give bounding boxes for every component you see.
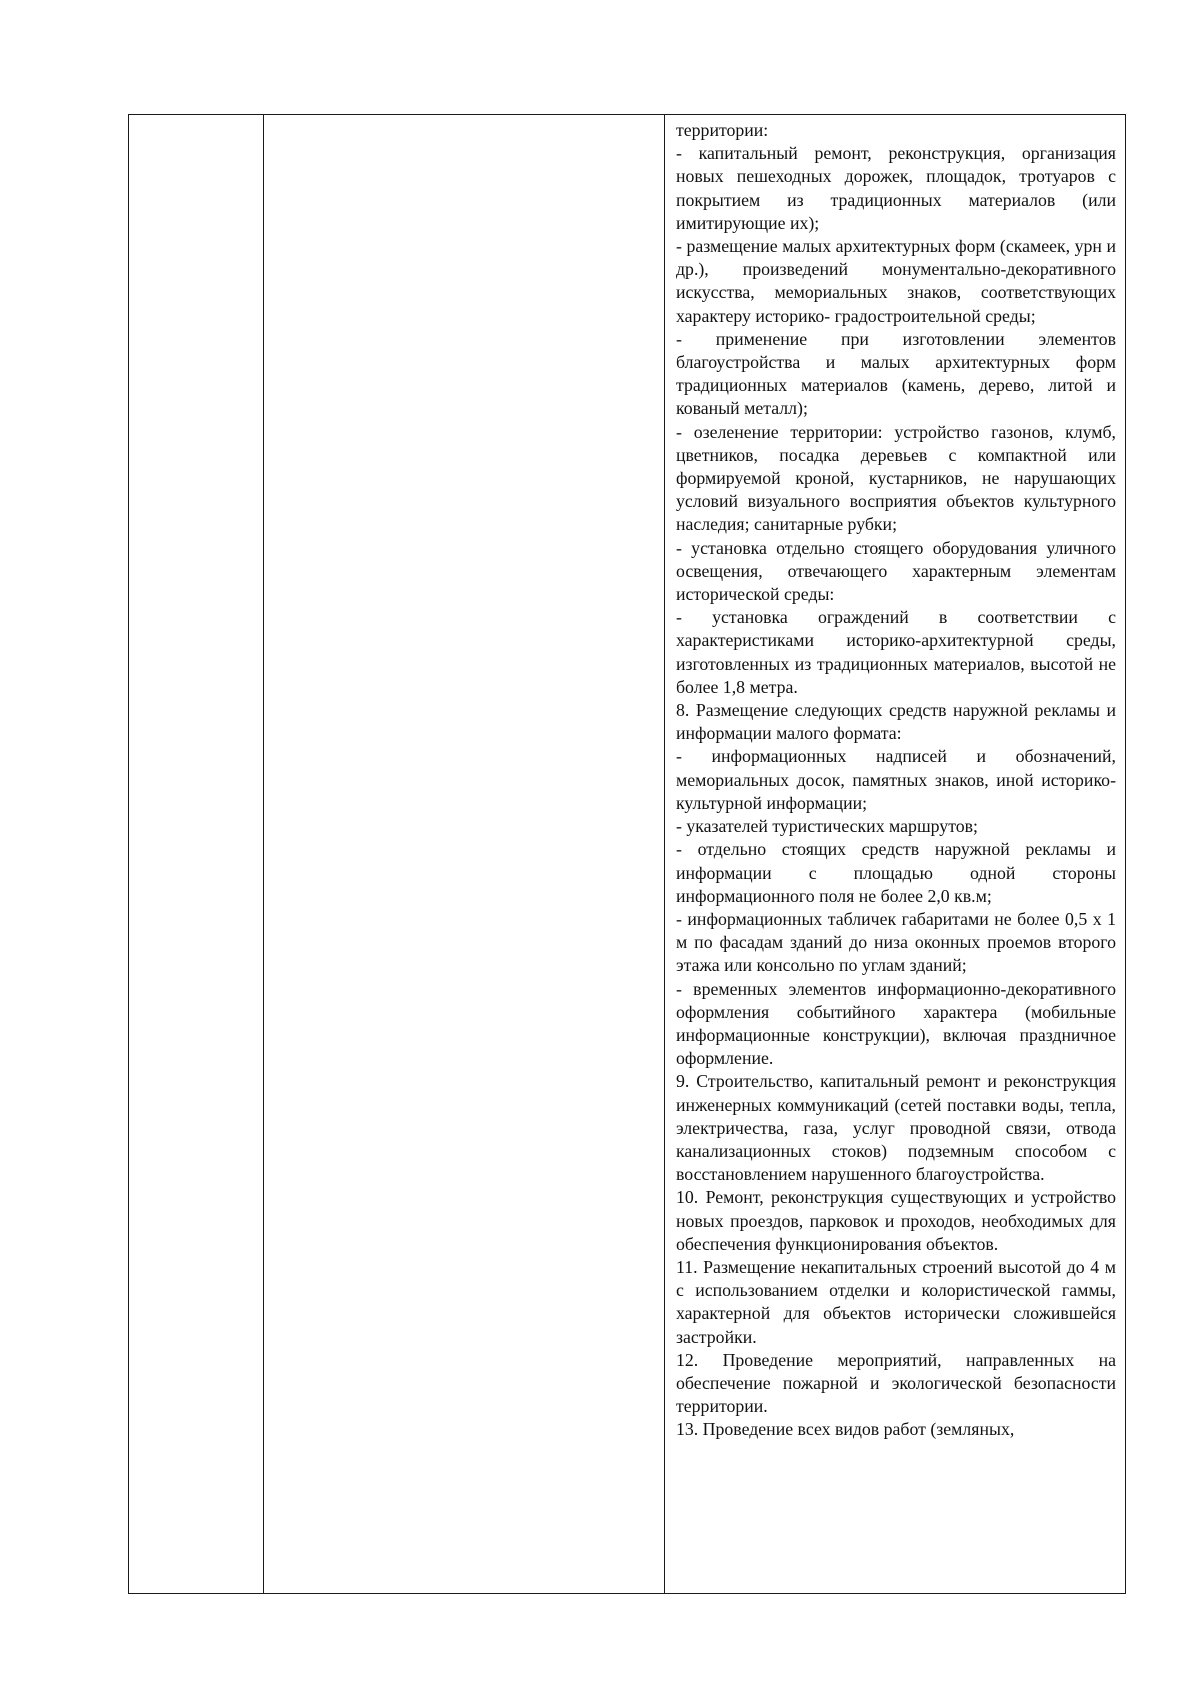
paragraph: - указателей туристических маршрутов; xyxy=(676,816,978,837)
paragraph: - отдельно стоящих средств наружной рекламы и информации с площадью одной стороны информационного поля не более 2,0 кв.м; xyxy=(676,839,1116,906)
paragraph: 9. Строительство, капитальный ремонт и реконструкция инженерных коммуникаций (сетей поставки воды, тепла, электричества, газа, услуг проводной связи, отвода канализационных стоков) подземным способом с восстановлением нарушенного благоустройства. xyxy=(676,1071,1116,1185)
regulations-text xyxy=(665,115,1125,1591)
table-cell-column-2 xyxy=(264,115,665,1594)
paragraph: - информационных надписей и обозначений, мемориальных досок, памятных знаков, иной историко-культурной информации; xyxy=(676,746,1116,813)
paragraph: - временных элементов информационно-декоративного оформления событийного характера (мобильные информационные конструкции), включая праздничное оформление. xyxy=(676,978,1116,1069)
table-cell-column-3 xyxy=(665,115,1126,1594)
paragraph: - озеленение территории: устройство газонов, клумб, цветников, посадка деревьев с компактной или формируемой кроной, кустарников, не нарушающих условий визуального восприятия объектов культурного наследия; санитарные рубки; xyxy=(676,421,1116,535)
paragraph: 11. Размещение некапитальных строений высотой до 4 м с использованием отделки и колористической гаммы, характерной для объектов исторически сложившейся застройки. xyxy=(676,1256,1116,1347)
paragraph: - размещение малых архитектурных форм (скамеек, урн и др.), произведений монументально-декоративного искусства, мемориальных знаков, соответствующих характеру историко- градостроительной среды; xyxy=(676,236,1116,326)
paragraph: 8. Размещение следующих средств наружной рекламы и информации малого формата: xyxy=(676,700,1116,744)
paragraph: 12. Проведение мероприятий, направленных на обеспечение пожарной и экологической безопасности территории. xyxy=(676,1349,1116,1417)
table-cell-column-1 xyxy=(129,115,264,1594)
paragraph: - установка ограждений в соответствии с характеристиками историко-архитектурной среды, изготовленных из традиционных материалов, высотой не более 1,8 метра. xyxy=(676,607,1116,697)
regulations-table xyxy=(128,114,1126,1594)
paragraph: - применение при изготовлении элементов благоустройства и малых архитектурных форм традиционных материалов (камень, дерево, литой и кованый металл); xyxy=(676,328,1116,419)
table-row xyxy=(129,115,1126,1594)
paragraph: - капитальный ремонт, реконструкция, организация новых пешеходных дорожек, площадок, тротуаров с покрытием из традиционных материалов (или имитирующие их); xyxy=(676,143,1116,233)
paragraph: 13. Проведение всех видов работ (земляных, xyxy=(676,1419,1015,1440)
paragraph: территории: xyxy=(676,120,769,140)
paragraph: - информационных табличек габаритами не более 0,5 х 1 м по фасадам зданий до низа оконных проемов второго этажа или консольно по углам зданий; xyxy=(676,908,1116,976)
paragraph: 10. Ремонт, реконструкция существующих и устройство новых проездов, парковок и проходов, необходимых для обеспечения функционирования объектов. xyxy=(676,1187,1116,1254)
paragraph: - установка отдельно стоящего оборудования уличного освещения, отвечающего характерным элементам исторической среды: xyxy=(676,537,1116,605)
